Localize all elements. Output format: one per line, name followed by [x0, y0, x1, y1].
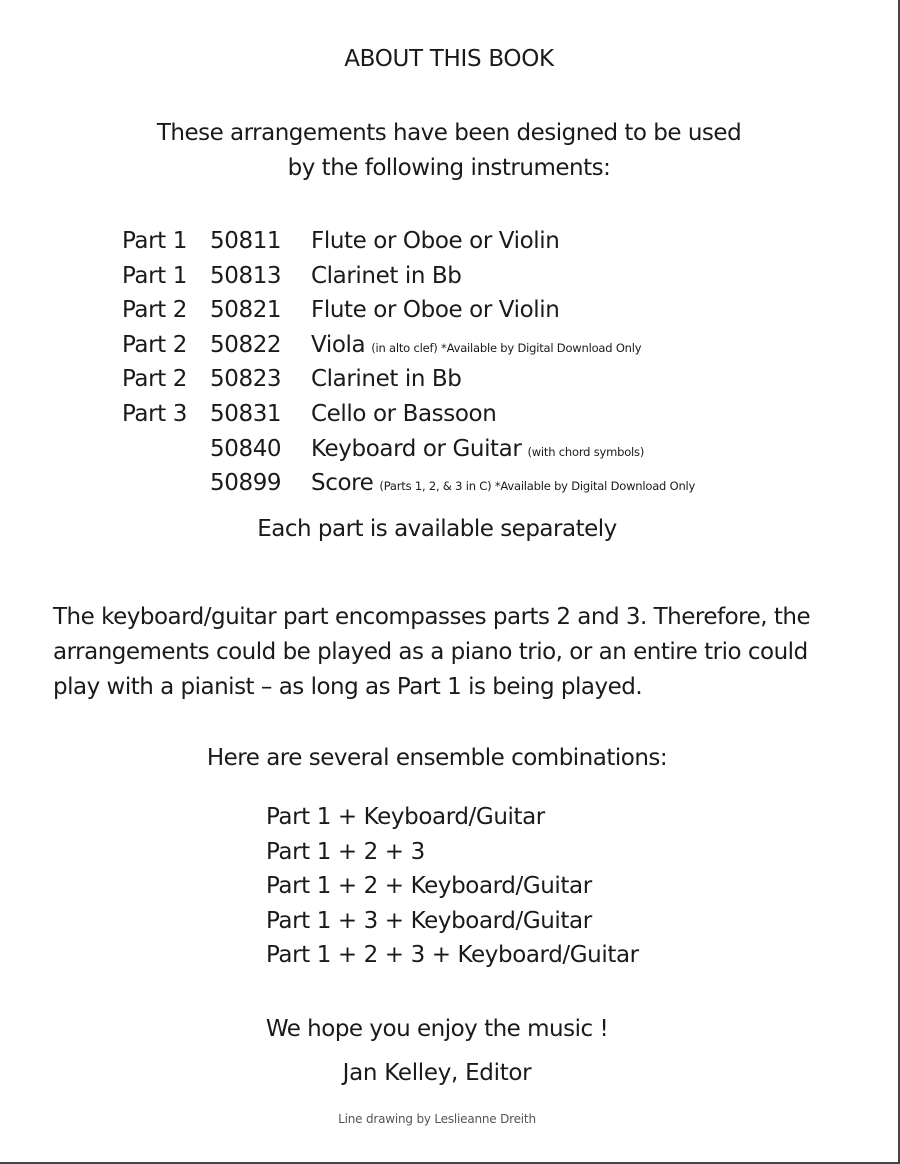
part-instrument [311, 259, 462, 294]
parts-list [122, 224, 822, 501]
paragraph-line: The keyboard/guitar part encompasses parts 2 and 3. Therefore, the [53, 604, 811, 630]
combinations-heading: Here are several ensemble combinations: [206, 745, 668, 771]
part-instrument [311, 328, 641, 366]
part-number: 50822 [210, 331, 282, 358]
part-label: Part 3 [122, 400, 187, 427]
part-row [122, 259, 822, 294]
instrument-name: Flute or Oboe or Violin [311, 297, 560, 324]
combination-item: Part 1 + 2 + 3 [266, 838, 425, 865]
intro-line: These arrangements have been designed to be used [156, 120, 742, 146]
instrument-note: (Parts 1, 2, & 3 in C) *Available by Digital Download Only [379, 479, 696, 494]
page-title: ABOUT THIS BOOK [344, 46, 554, 72]
instrument-name: Viola [311, 331, 366, 358]
keyboard-paragraph [53, 600, 853, 705]
combination-item: Part 1 + Keyboard/Guitar [266, 804, 545, 830]
part-instrument [311, 466, 695, 504]
combination-item: Part 1 + 2 + 3 + Keyboard/Guitar [266, 942, 639, 969]
part-row [122, 224, 822, 259]
instrument-name: Clarinet in Bb [311, 366, 462, 393]
availability-note: Each part is available separately [257, 516, 617, 542]
combination-item: Part 1 + 2 + Keyboard/Guitar [266, 873, 592, 900]
combinations-list [266, 800, 639, 973]
part-instrument [311, 397, 496, 432]
instrument-name: Flute or Oboe or Violin [311, 228, 560, 254]
instrument-name: Clarinet in Bb [311, 262, 462, 289]
part-instrument [311, 362, 462, 397]
intro-text [0, 116, 898, 186]
part-row [122, 293, 822, 328]
part-label: Part 2 [122, 331, 187, 358]
part-row [122, 328, 822, 363]
illustration-credit: Line drawing by Leslieanne Dreith [338, 1112, 536, 1126]
part-row [122, 397, 822, 432]
instrument-note: (in alto clef) *Available by Digital Download Only [371, 340, 642, 355]
part-instrument [311, 432, 644, 470]
part-number: 50811 [210, 228, 282, 254]
paragraph-line: play with a pianist – as long as Part 1 is being played. [53, 674, 643, 700]
part-row [122, 432, 822, 467]
instrument-name: Cello or Bassoon [311, 400, 497, 427]
instrument-name: Keyboard or Guitar [311, 435, 522, 462]
part-number: 50840 [210, 435, 282, 462]
combination-item: Part 1 + 3 + Keyboard/Guitar [266, 907, 592, 934]
instrument-note: (with chord symbols) [527, 444, 645, 459]
part-number: 50899 [210, 470, 282, 497]
intro-line: by the following instruments: [287, 155, 611, 181]
part-number: 50823 [210, 366, 282, 393]
part-label: Part 2 [122, 366, 187, 393]
part-number: 50821 [210, 297, 282, 324]
part-label: Part 2 [122, 297, 187, 324]
part-instrument [311, 293, 559, 328]
part-row [122, 466, 822, 501]
part-number: 50831 [210, 400, 282, 427]
editor-signature: Jan Kelley, Editor [342, 1060, 532, 1086]
part-instrument [311, 224, 559, 259]
paragraph-line: arrangements could be played as a piano trio, or an entire trio could [53, 639, 808, 665]
part-label: Part 1 [122, 228, 187, 254]
part-row [122, 362, 822, 397]
part-number: 50813 [210, 262, 282, 289]
part-label: Part 1 [122, 262, 187, 289]
closing-line: We hope you enjoy the music ! [265, 1016, 609, 1042]
instrument-name: Score [311, 470, 374, 497]
